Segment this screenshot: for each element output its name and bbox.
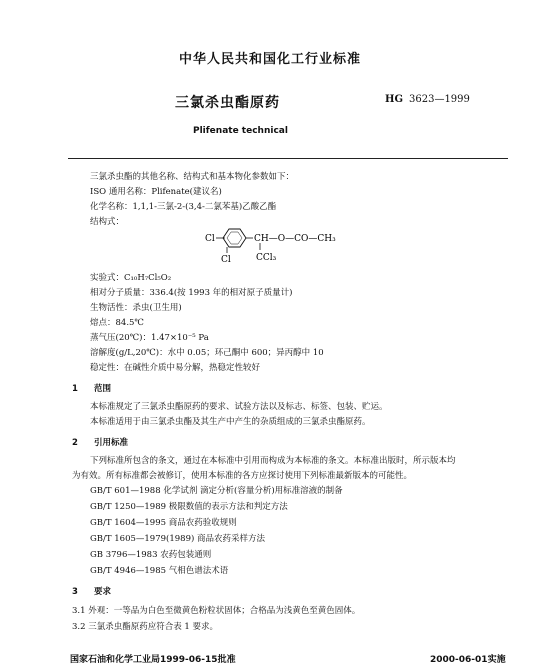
- intro-line: 化学名称：1,1,1-三氯-2-(3,4-二氯苯基)乙酸乙酯: [90, 202, 277, 212]
- section-number: 3: [72, 587, 78, 597]
- intro-line: 三氯杀虫酯的其他名称、结构式和基本物化参数如下：: [90, 172, 295, 182]
- property-line: 溶解度(g/L,20℃)：水中 0.05；环己酮中 600；异丙醇中 10: [90, 348, 324, 358]
- section-title: 范围: [94, 384, 112, 394]
- requirement-item: 3.1 外观：一等品为白色至微黄色粉粒状固体；合格品为浅黄色至黄色固体。: [72, 606, 361, 616]
- structural-formula: [205, 222, 365, 266]
- cl-top-label: Cl: [205, 234, 215, 244]
- reference-item: GB/T 1250—1989 极限数值的表示方法和判定方法: [90, 502, 288, 512]
- section-number: 1: [72, 384, 78, 394]
- property-line: 熔点：84.5℃: [90, 318, 144, 328]
- reference-item: GB/T 1605—1979(1989) 商品农药采样方法: [90, 534, 266, 544]
- intro-line: ISO 通用名称：Plifenate(建议名): [90, 187, 222, 197]
- approval-line: 国家石油和化学工业局1999-06-15批准: [70, 655, 236, 665]
- implementation-date: 2000-06-01实施: [430, 655, 506, 665]
- property-line: 蒸气压(20℃)：1.47×10⁻⁵ Pa: [90, 333, 209, 343]
- paragraph-line: 本标准规定了三氯杀虫酯原药的要求、试验方法以及标志、标签、包装、贮运。: [90, 402, 388, 412]
- section-title: 引用标准: [94, 438, 129, 448]
- section-heading-scope: [72, 382, 111, 394]
- document-title: 三氯杀虫酯原药: [175, 95, 280, 111]
- reference-item: GB 3796—1983 农药包装通则: [90, 550, 212, 560]
- section-heading-references: [72, 436, 128, 448]
- standard-code-prefix: HG: [385, 94, 403, 105]
- intro-line: 结构式：: [90, 217, 125, 227]
- section-number: 2: [72, 438, 78, 448]
- header-divider: [68, 158, 508, 159]
- paragraph-line: 本标准适用于由三氯杀虫酯及其生产中产生的杂质组成的三氯杀虫酯原药。: [90, 417, 371, 427]
- cl-bottom-label: Cl: [221, 255, 231, 265]
- section-heading-requirements: [72, 585, 111, 597]
- english-title: Plifenate technical: [193, 126, 288, 136]
- reference-item: GB/T 601—1988 化学试剂 滴定分析(容量分析)用标准溶液的制备: [90, 486, 343, 496]
- property-line: 相对分子质量：336.4(按 1993 年的相对原子质量计): [90, 288, 293, 298]
- standard-code: [385, 94, 470, 105]
- property-line: 生物活性：杀虫(卫生用): [90, 303, 182, 313]
- paragraph-line: 下列标准所包含的条文，通过在本标准中引用而构成为本标准的条文。本标准出版时，所示版本均: [90, 456, 456, 466]
- ccl3-label: CCl₃: [256, 253, 277, 263]
- side-chain-label: CH—O—CO—CH₃: [254, 234, 336, 244]
- paragraph-line: 为有效。所有标准都会被修订，使用本标准的各方应探讨使用下列标准最新版本的可能性。: [72, 471, 413, 481]
- property-line: 稳定性：在碱性介质中易分解，热稳定性较好: [90, 363, 261, 373]
- standard-body-heading: 中华人民共和国化工行业标准: [178, 52, 361, 67]
- standard-code-number: 3623—1999: [409, 94, 470, 105]
- property-line: 实验式：C₁₀H₇Cl₅O₂: [90, 273, 172, 283]
- reference-item: GB/T 1604—1995 商品农药验收规则: [90, 518, 237, 528]
- reference-item: GB/T 4946—1985 气相色谱法术语: [90, 566, 229, 576]
- requirement-item: 3.2 三氯杀虫酯原药应符合表 1 要求。: [72, 622, 219, 632]
- section-title: 要求: [94, 587, 112, 597]
